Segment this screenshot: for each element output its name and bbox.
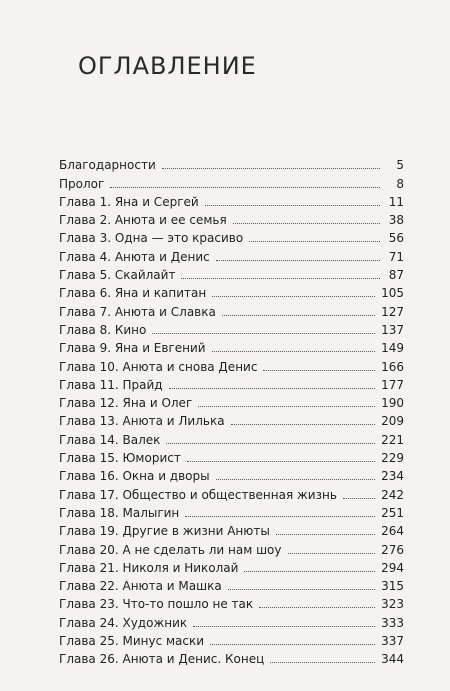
toc-entry-page-number: 234 bbox=[381, 469, 404, 484]
toc-entry-title: Глава 3. Одна — это красиво bbox=[59, 231, 244, 246]
toc-entry-page-number: 251 bbox=[381, 505, 404, 520]
toc-entry bbox=[59, 521, 404, 539]
toc-leader-dots bbox=[187, 461, 375, 462]
toc-entry-page-number: 11 bbox=[388, 194, 404, 209]
toc-entry-title: Глава 26. Анюта и Денис. Конец bbox=[59, 652, 265, 667]
toc-entry bbox=[59, 631, 404, 649]
toc-entry bbox=[59, 466, 404, 484]
toc-entry-page-number: 137 bbox=[381, 322, 404, 337]
toc-entry-page-number: 221 bbox=[381, 432, 404, 447]
toc-entry-title: Глава 17. Общество и общественная жизнь bbox=[59, 487, 337, 502]
toc-entry-page-number: 127 bbox=[381, 304, 404, 319]
toc-leader-dots bbox=[228, 589, 375, 590]
toc-entry-title: Глава 25. Минус маски bbox=[59, 634, 205, 649]
toc-entry-page-number: 166 bbox=[381, 359, 404, 374]
toc-leader-dots bbox=[249, 241, 380, 242]
toc-leader-dots bbox=[222, 315, 375, 316]
toc-entry-page-number: 276 bbox=[381, 542, 404, 557]
toc-entry bbox=[59, 539, 404, 557]
toc-entry-title: Глава 5. Скайлайт bbox=[59, 268, 176, 283]
toc-entry-page-number: 337 bbox=[381, 634, 404, 649]
toc-entry-page-number: 190 bbox=[381, 396, 404, 411]
toc-entry-page-number: 242 bbox=[381, 487, 404, 502]
toc-entry bbox=[59, 484, 404, 502]
toc-entry-title: Глава 14. Валек bbox=[59, 432, 161, 447]
toc-entry-page-number: 229 bbox=[381, 451, 404, 466]
toc-entry bbox=[59, 576, 404, 594]
toc-leader-dots bbox=[263, 370, 375, 371]
toc-entry-title: Глава 6. Яна и капитан bbox=[59, 286, 207, 301]
toc-entry bbox=[59, 155, 404, 173]
toc-leader-dots bbox=[198, 406, 375, 407]
toc-entry bbox=[59, 246, 404, 264]
toc-entry-page-number: 56 bbox=[388, 231, 404, 246]
toc-entry-page-number: 264 bbox=[381, 524, 404, 539]
toc-leader-dots bbox=[185, 516, 375, 517]
toc-entry-title: Глава 10. Анюта и снова Денис bbox=[59, 359, 258, 374]
toc-entry bbox=[59, 448, 404, 466]
toc-entry bbox=[59, 375, 404, 393]
toc-entry bbox=[59, 429, 404, 447]
toc-entry bbox=[59, 301, 404, 319]
toc-entry bbox=[59, 594, 404, 612]
toc-entry-page-number: 105 bbox=[381, 286, 404, 301]
toc-entry-title: Глава 20. А не сделать ли нам шоу bbox=[59, 542, 282, 557]
toc-entry-title: Глава 21. Николя и Николай bbox=[59, 560, 239, 575]
toc-entry-page-number: 323 bbox=[381, 597, 404, 612]
toc-leader-dots bbox=[210, 644, 375, 645]
toc-entry-page-number: 87 bbox=[388, 268, 404, 283]
toc-entry-page-number: 344 bbox=[381, 652, 404, 667]
toc-entry bbox=[59, 283, 404, 301]
toc-entry bbox=[59, 192, 404, 210]
toc-entry-page-number: 294 bbox=[381, 560, 404, 575]
toc-leader-dots bbox=[212, 351, 375, 352]
toc-leader-dots bbox=[231, 424, 376, 425]
toc-entry-title: Глава 9. Яна и Евгений bbox=[59, 341, 206, 356]
toc-leader-dots bbox=[270, 662, 375, 663]
toc-entry-title: Глава 18. Малыгин bbox=[59, 505, 180, 520]
toc-leader-dots bbox=[276, 534, 375, 535]
toc-entry-page-number: 177 bbox=[381, 377, 404, 392]
toc-entry-page-number: 149 bbox=[381, 341, 404, 356]
toc-entry bbox=[59, 649, 404, 667]
toc-leader-dots bbox=[162, 168, 380, 169]
toc-leader-dots bbox=[216, 260, 380, 261]
toc-leader-dots bbox=[181, 278, 380, 279]
toc-entry bbox=[59, 411, 404, 429]
toc-entry bbox=[59, 612, 404, 630]
toc-entry-title: Глава 8. Кино bbox=[59, 322, 147, 337]
toc-leader-dots bbox=[216, 479, 375, 480]
toc-entry-title: Глава 4. Анюта и Денис bbox=[59, 249, 210, 264]
toc-entry-page-number: 8 bbox=[396, 176, 404, 191]
toc-entry bbox=[59, 558, 404, 576]
toc-leader-dots bbox=[288, 553, 376, 554]
toc-leader-dots bbox=[166, 443, 375, 444]
table-of-contents bbox=[59, 155, 404, 667]
toc-leader-dots bbox=[205, 205, 380, 206]
toc-entry-title: Благодарности bbox=[59, 158, 156, 173]
toc-entry-title: Глава 7. Анюта и Славка bbox=[59, 304, 216, 319]
toc-leader-dots bbox=[110, 187, 380, 188]
toc-leader-dots bbox=[244, 571, 375, 572]
toc-entry-page-number: 71 bbox=[388, 249, 404, 264]
toc-entry bbox=[59, 503, 404, 521]
toc-entry-title: Глава 11. Прайд bbox=[59, 377, 163, 392]
toc-entry bbox=[59, 338, 404, 356]
page-title: ОГЛАВЛЕНИЕ bbox=[78, 52, 257, 80]
toc-entry bbox=[59, 393, 404, 411]
toc-entry-page-number: 209 bbox=[381, 414, 404, 429]
toc-leader-dots bbox=[169, 388, 376, 389]
toc-entry-title: Глава 24. Художник bbox=[59, 615, 188, 630]
toc-entry-title: Глава 23. Что-то пошло не так bbox=[59, 597, 254, 612]
toc-entry-title: Глава 1. Яна и Сергей bbox=[59, 194, 199, 209]
toc-entry bbox=[59, 356, 404, 374]
toc-entry bbox=[59, 265, 404, 283]
toc-entry bbox=[59, 320, 404, 338]
toc-entry-title: Глава 2. Анюта и ее семья bbox=[59, 213, 227, 228]
toc-entry-title: Пролог bbox=[59, 176, 105, 191]
toc-entry bbox=[59, 228, 404, 246]
toc-leader-dots bbox=[233, 223, 380, 224]
toc-entry-page-number: 38 bbox=[388, 213, 404, 228]
toc-entry-title: Глава 19. Другие в жизни Анюты bbox=[59, 524, 270, 539]
toc-leader-dots bbox=[193, 626, 375, 627]
toc-entry-page-number: 315 bbox=[381, 579, 404, 594]
toc-leader-dots bbox=[152, 333, 375, 334]
toc-entry-title: Глава 12. Яна и Олег bbox=[59, 396, 193, 411]
toc-leader-dots bbox=[259, 607, 375, 608]
toc-entry-page-number: 5 bbox=[396, 158, 404, 173]
toc-leader-dots bbox=[343, 498, 375, 499]
toc-entry-title: Глава 15. Юморист bbox=[59, 451, 181, 466]
toc-entry-title: Глава 16. Окна и дворы bbox=[59, 469, 210, 484]
toc-entry bbox=[59, 210, 404, 228]
toc-entry bbox=[59, 173, 404, 191]
toc-entry-title: Глава 22. Анюта и Машка bbox=[59, 579, 222, 594]
toc-entry-page-number: 333 bbox=[381, 615, 404, 630]
toc-leader-dots bbox=[212, 296, 375, 297]
toc-entry-title: Глава 13. Анюта и Лилька bbox=[59, 414, 225, 429]
